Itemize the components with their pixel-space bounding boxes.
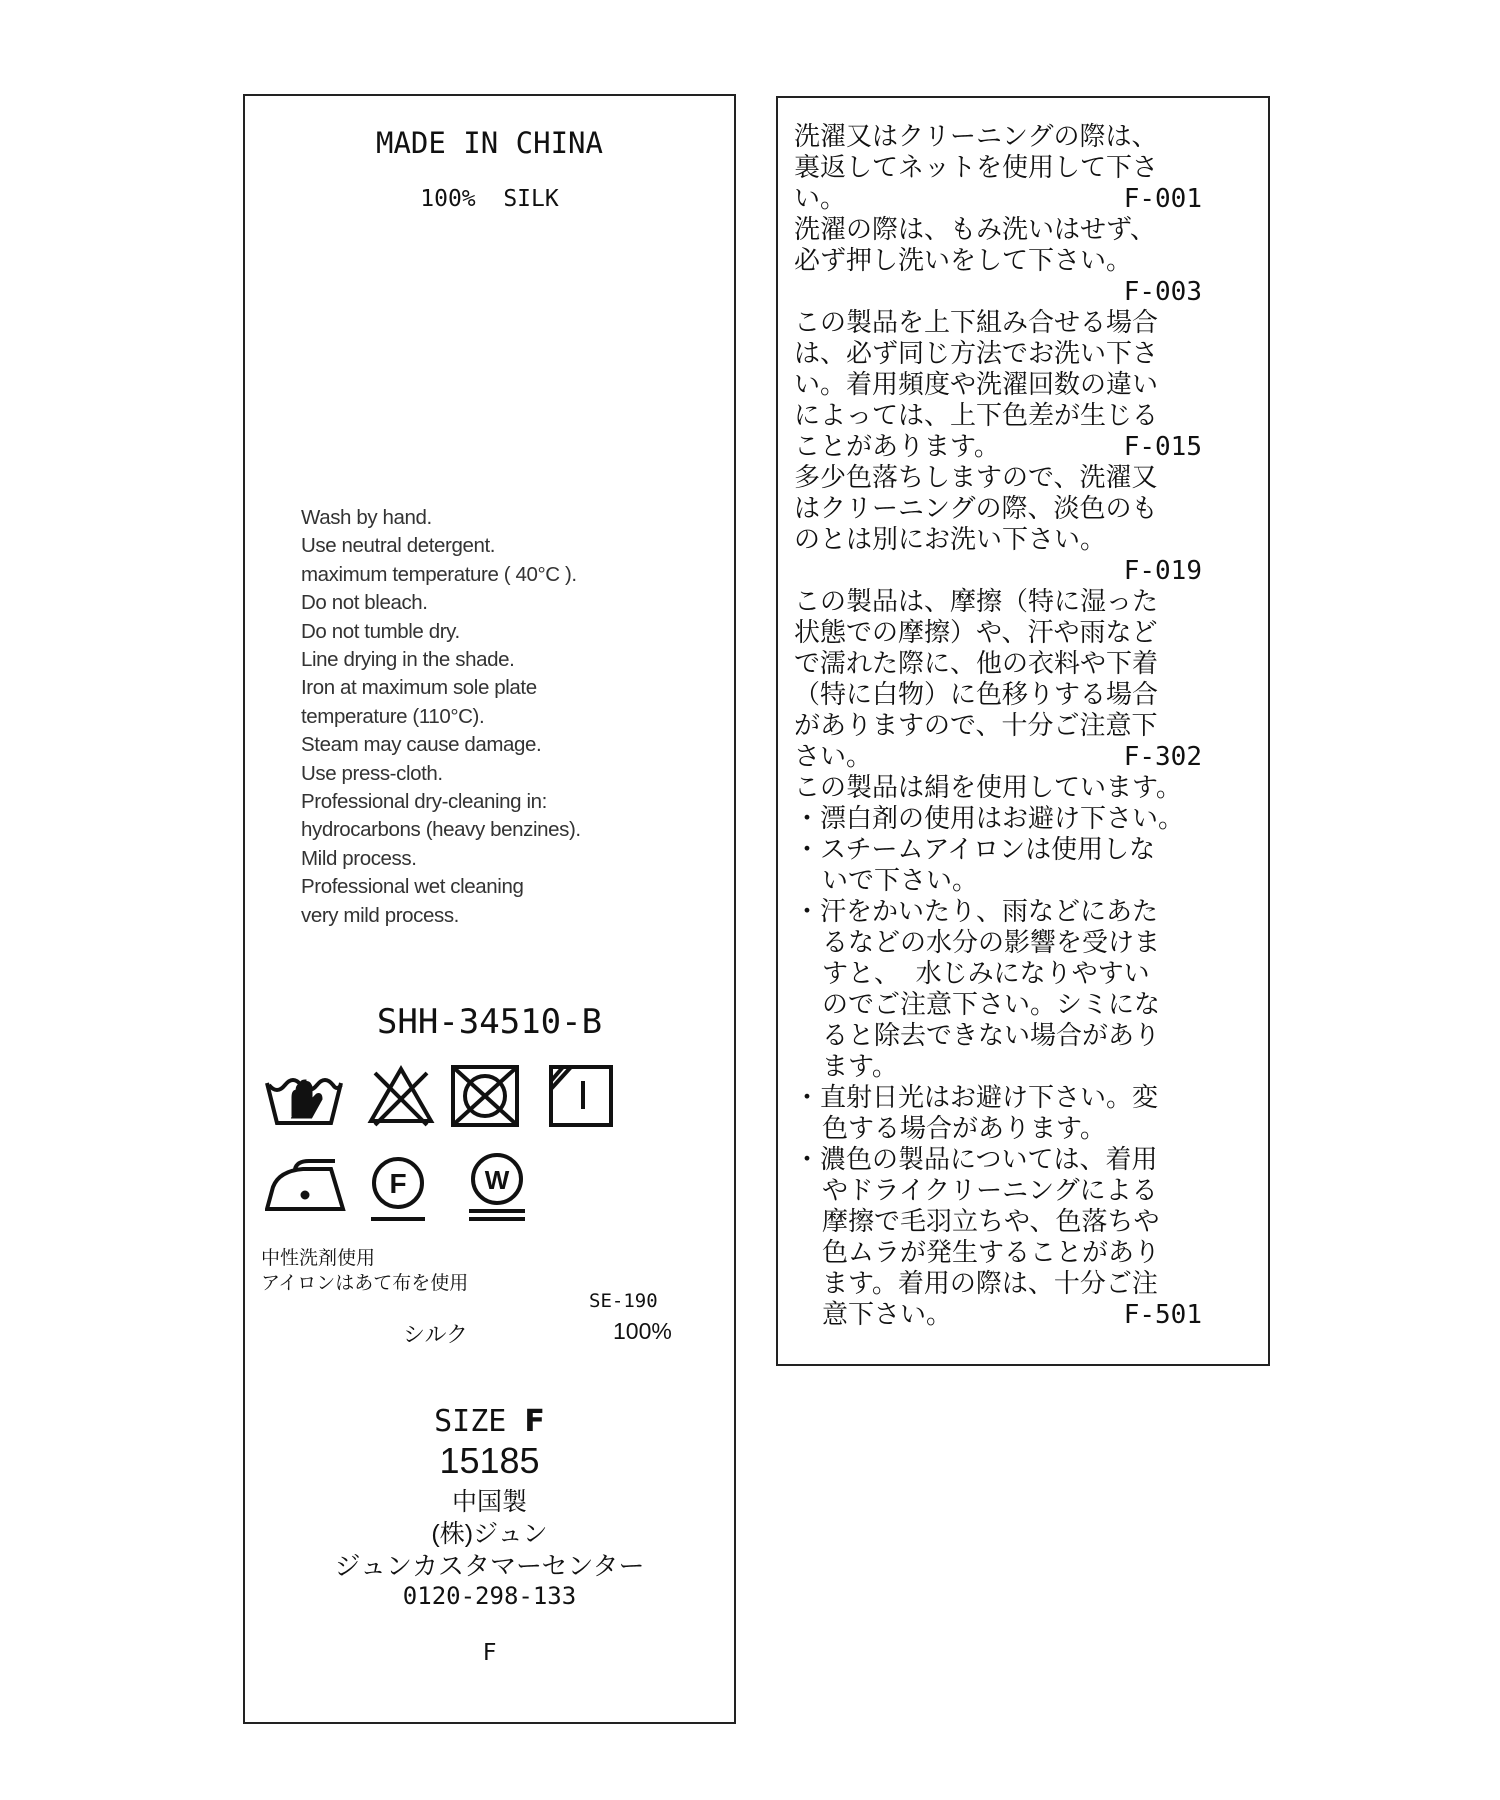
iron-icon [267,1161,343,1209]
care-instruction-line: maximum temperature ( 40°C ). [301,562,577,586]
notice-text: さい。 [794,742,873,772]
notice-line: この製品を上下組み合せる場合 [794,308,1159,338]
hand-wash-icon [267,1080,341,1123]
fabric-composition: 100% SILK [420,186,559,212]
notice-code: F-501 [1123,1300,1202,1330]
care-instruction-line: Do not bleach. [301,591,428,615]
notice-text: い。 [794,184,847,214]
notice-line: 洗濯又はクリーニングの際は、 [794,122,1158,152]
notice-line: がありますので、十分ご注意下 [794,711,1158,741]
notice-line: いで下さい。 [822,866,979,896]
notice-code: F-001 [1123,184,1202,214]
notice-line [794,742,1254,773]
jp-care-notes [261,1246,468,1296]
notice-line: ・スチームアイロンは使用しな [794,835,1156,865]
size-prefix: SIZE [434,1404,507,1439]
care-instruction-line: Professional dry-cleaning in: [301,790,547,814]
notice-line [794,184,1254,215]
care-instruction-line: Professional wet cleaning [301,875,524,899]
care-instruction-line: temperature (110°C). [301,704,485,728]
size-letter: F [482,1640,497,1666]
care-instruction-line: Steam may cause damage. [301,733,542,757]
notice-line: 状態での摩擦）や、汗や雨など [794,618,1158,648]
product-code: SHH-34510-B [376,1002,603,1042]
jp-note: 中性洗剤使用 [261,1248,376,1269]
care-label-left [243,94,736,1724]
line-dry-shade-icon [551,1067,611,1125]
notice-code: F-302 [1123,742,1202,772]
notice-line: ・直射日光はお避け下さい。変 [794,1083,1159,1113]
notice-line: すと、 水じみになりやすい [822,959,1150,989]
care-instruction-line: Do not tumble dry. [301,619,460,643]
notice-line: のとは別にお洗い下さい。 [794,525,1107,555]
notice-line: は、必ず同じ方法でお洗い下さ [794,339,1159,369]
care-instruction-line: Use neutral detergent. [301,534,496,558]
notice-line: ・濃色の製品については、着用 [794,1145,1158,1175]
care-symbols [265,1061,625,1261]
care-instruction-line: Iron at maximum sole plate [301,676,537,700]
notice-line: やドライクリーニングによる [822,1176,1158,1206]
notice-line: ・汗をかいたり、雨などにあた [794,897,1159,927]
notice-line: ます。着用の際は、十分ご注 [822,1269,1158,1299]
notice-line: 洗濯の際は、もみ洗いはせず、 [794,215,1156,245]
notice-line: ます。 [822,1052,898,1082]
company-name: (株)ジュン [431,1520,548,1548]
notice-line: 色ムラが発生することがあり [822,1238,1161,1268]
notice-line: い。着用頻度や洗濯回数の違い [794,370,1159,400]
care-instruction-line: Wash by hand. [301,506,432,529]
notice-line: 多少色落ちしますので、洗濯又 [794,463,1158,493]
phone-number: 0120-298-133 [402,1582,577,1610]
notice-line: この製品は絹を使用しています。 [794,773,1182,803]
jp-care-text [794,122,1254,1331]
notice-line: （特に白物）に色移りする場合 [794,680,1159,710]
notice-text: ことがあります。 [794,432,1000,462]
notice-line: 摩擦で毛羽立ちや、色落ちや [822,1207,1160,1237]
care-instructions-en [301,504,581,930]
care-instruction-line: Mild process. [301,846,417,870]
notice-line: ・漂白剤の使用はお避け下さい。 [794,804,1185,834]
care-instruction-line: Use press-cloth. [301,761,443,785]
material-name: シルク [403,1322,469,1347]
notice-line: によっては、上下色差が生じる [794,401,1159,431]
notice-line: 必ず押し洗いをして下さい。 [794,246,1133,276]
notice-line: るなどの水分の影響を受けま [822,928,1161,958]
origin-text: MADE IN CHINA [376,126,603,160]
care-label-right [776,96,1270,1366]
notice-line: ると除去できない場合があり [822,1021,1161,1051]
wet-clean-letter: W [484,1165,510,1195]
notice-code: F-003 [1123,277,1202,307]
spec-code: SE-190 [589,1290,658,1312]
notice-line [794,1300,1254,1331]
dry-clean-letter: F [389,1168,407,1199]
material-percentage: 100% [613,1318,672,1344]
notice-line: 色する場合があります。 [822,1114,1106,1144]
notice-text: 意下さい。 [822,1300,953,1330]
dry-clean-f-icon [371,1159,425,1219]
care-instruction-line: very mild process. [301,903,459,927]
customer-center: ジュンカスタマーセンター [334,1551,645,1581]
size-line [245,1404,734,1439]
wet-clean-w-icon [469,1155,525,1219]
notice-line: この製品は、摩擦（特に湿った [794,587,1159,617]
notice-line: のでご注意下さい。シミにな [822,990,1161,1020]
country-jp: 中国製 [451,1488,527,1516]
notice-line: はクリーニングの際、淡色のも [794,494,1158,524]
notice-code: F-019 [1123,556,1202,586]
notice-line: 裏返してネットを使用して下さ [794,153,1159,183]
do-not-bleach-icon [371,1069,431,1125]
notice-line [794,432,1254,463]
care-instruction-line: hydrocarbons (heavy benzines). [301,818,581,842]
notice-line: で濡れた際に、他の衣料や下着 [794,649,1159,679]
do-not-tumble-dry-icon [453,1067,517,1125]
care-instruction-line: Line drying in the shade. [301,648,515,672]
notice-code: F-015 [1123,432,1202,462]
product-number: 15185 [439,1440,540,1481]
size-value: F [524,1404,545,1439]
jp-note: アイロンはあて布を使用 [261,1273,469,1294]
